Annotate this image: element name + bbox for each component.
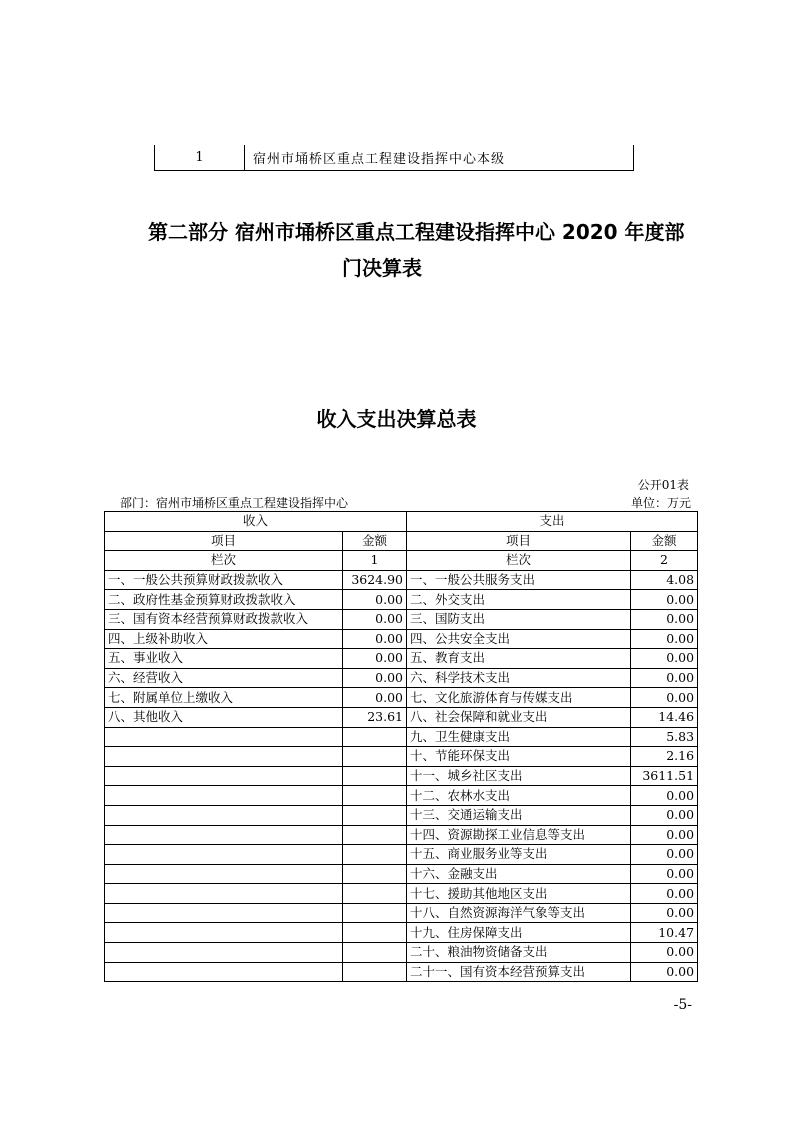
org-list-row	[154, 145, 634, 171]
expense-amount: 0.00	[631, 943, 698, 963]
table-row	[105, 903, 698, 923]
income-item	[105, 825, 343, 845]
income-item	[105, 747, 343, 767]
expense-amount-header: 金额	[631, 531, 698, 551]
income-amount: 0.00	[343, 609, 407, 629]
expense-amount: 0.00	[631, 884, 698, 904]
expense-item: 六、科学技术支出	[407, 668, 631, 688]
expense-amount: 0.00	[631, 903, 698, 923]
expense-item-header: 项目	[407, 531, 631, 551]
income-amount	[343, 864, 407, 884]
expense-amount: 0.00	[631, 962, 698, 982]
table-row	[105, 707, 698, 727]
expense-item: 十六、金融支出	[407, 864, 631, 884]
expense-amount: 0.00	[631, 805, 698, 825]
income-amount	[343, 903, 407, 923]
income-amount-header: 金额	[343, 531, 407, 551]
expense-item: 十三、交通运输支出	[407, 805, 631, 825]
expense-amount: 0.00	[631, 786, 698, 806]
income-amount: 0.00	[343, 649, 407, 669]
expense-amount: 0.00	[631, 649, 698, 669]
expense-item: 一、一般公共服务支出	[407, 570, 631, 590]
part-title	[148, 214, 708, 286]
expense-amount: 3611.51	[631, 766, 698, 786]
expense-item: 七、文化旅游体育与传媒支出	[407, 688, 631, 708]
income-item-header: 项目	[105, 531, 343, 551]
expense-amount: 0.00	[631, 688, 698, 708]
expense-item: 十、节能环保支出	[407, 747, 631, 767]
income-item: 八、其他收入	[105, 707, 343, 727]
expense-amount: 2.16	[631, 747, 698, 767]
income-item	[105, 805, 343, 825]
income-item	[105, 864, 343, 884]
income-item: 五、事业收入	[105, 649, 343, 669]
expense-item: 十二、农林水支出	[407, 786, 631, 806]
expense-amount: 0.00	[631, 825, 698, 845]
table-row	[105, 649, 698, 669]
expense-amount: 0.00	[631, 845, 698, 865]
income-amount	[343, 747, 407, 767]
income-item	[105, 727, 343, 747]
expense-item: 二十、粮油物资储备支出	[407, 943, 631, 963]
table-row	[105, 845, 698, 865]
income-item: 二、政府性基金预算财政拨款收入	[105, 590, 343, 610]
income-item	[105, 903, 343, 923]
income-item: 六、经营收入	[105, 668, 343, 688]
income-item	[105, 923, 343, 943]
income-amount	[343, 825, 407, 845]
table-row	[105, 590, 698, 610]
income-amount: 0.00	[343, 629, 407, 649]
income-column-number: 1	[343, 551, 407, 571]
expense-amount: 10.47	[631, 923, 698, 943]
table-row	[105, 825, 698, 845]
table-row	[105, 884, 698, 904]
income-amount	[343, 884, 407, 904]
income-amount: 0.00	[343, 668, 407, 688]
header-row-sections	[105, 512, 698, 532]
expense-amount: 5.83	[631, 727, 698, 747]
expense-amount: 0.00	[631, 609, 698, 629]
expense-item: 二十一、国有资本经营预算支出	[407, 962, 631, 982]
income-item	[105, 766, 343, 786]
table-row	[105, 688, 698, 708]
page-number: -5-	[673, 997, 692, 1013]
table-title: 收入支出决算总表	[316, 407, 477, 431]
expense-item: 十八、自然资源海洋气象等支出	[407, 903, 631, 923]
income-amount	[343, 805, 407, 825]
income-amount: 0.00	[343, 688, 407, 708]
table-row	[105, 805, 698, 825]
income-amount	[343, 923, 407, 943]
expense-item: 三、国防支出	[407, 609, 631, 629]
income-item: 七、附属单位上缴收入	[105, 688, 343, 708]
part-title-line1: 第二部分 宿州市埇桥区重点工程建设指挥中心 2020 年度部	[148, 220, 685, 244]
income-item	[105, 786, 343, 806]
income-item: 一、一般公共预算财政拨款收入	[105, 570, 343, 590]
expense-amount: 0.00	[631, 629, 698, 649]
form-number: 公开01表	[637, 478, 689, 492]
expense-column-number: 2	[631, 551, 698, 571]
income-item	[105, 962, 343, 982]
table-row	[105, 962, 698, 982]
department-label: 部门：宿州市埇桥区重点工程建设指挥中心	[120, 496, 349, 510]
expense-item: 十五、商业服务业等支出	[407, 845, 631, 865]
expense-amount: 0.00	[631, 668, 698, 688]
table-row	[105, 864, 698, 884]
income-item	[105, 845, 343, 865]
table-row	[105, 766, 698, 786]
income-item	[105, 884, 343, 904]
expense-column-label: 栏次	[407, 551, 631, 571]
expense-item: 十七、援助其他地区支出	[407, 884, 631, 904]
expense-item: 四、公共安全支出	[407, 629, 631, 649]
income-amount	[343, 766, 407, 786]
expense-item: 二、外交支出	[407, 590, 631, 610]
income-amount	[343, 786, 407, 806]
table-row	[105, 727, 698, 747]
income-item: 三、国有资本经营预算财政拨款收入	[105, 609, 343, 629]
table-row	[105, 629, 698, 649]
unit-label: 单位：万元	[630, 496, 691, 510]
org-index: 1	[155, 145, 245, 170]
header-row-column-numbers	[105, 551, 698, 571]
income-header: 收入	[105, 512, 407, 532]
income-expense-table	[104, 511, 698, 982]
income-amount	[343, 943, 407, 963]
expense-amount: 14.46	[631, 707, 698, 727]
income-amount: 3624.90	[343, 570, 407, 590]
org-name: 宿州市埇桥区重点工程建设指挥中心本级	[253, 152, 506, 167]
expense-item: 十四、资源勘探工业信息等支出	[407, 825, 631, 845]
header-row-columns	[105, 531, 698, 551]
income-item	[105, 943, 343, 963]
table-row	[105, 923, 698, 943]
table-row	[105, 747, 698, 767]
table-row	[105, 570, 698, 590]
part-title-line2: 门决算表	[342, 256, 422, 280]
expense-amount: 0.00	[631, 590, 698, 610]
income-amount	[343, 962, 407, 982]
income-amount	[343, 845, 407, 865]
table-row	[105, 668, 698, 688]
table-row	[105, 609, 698, 629]
income-amount: 0.00	[343, 590, 407, 610]
expense-item: 八、社会保障和就业支出	[407, 707, 631, 727]
expense-item: 九、卫生健康支出	[407, 727, 631, 747]
expense-amount: 0.00	[631, 864, 698, 884]
expense-amount: 4.08	[631, 570, 698, 590]
expense-header: 支出	[407, 512, 698, 532]
table-row	[105, 943, 698, 963]
expense-item: 十九、住房保障支出	[407, 923, 631, 943]
income-amount: 23.61	[343, 707, 407, 727]
expense-item: 五、教育支出	[407, 649, 631, 669]
income-amount	[343, 727, 407, 747]
expense-item: 十一、城乡社区支出	[407, 766, 631, 786]
table-row	[105, 786, 698, 806]
income-column-label: 栏次	[105, 551, 343, 571]
income-item: 四、上级补助收入	[105, 629, 343, 649]
